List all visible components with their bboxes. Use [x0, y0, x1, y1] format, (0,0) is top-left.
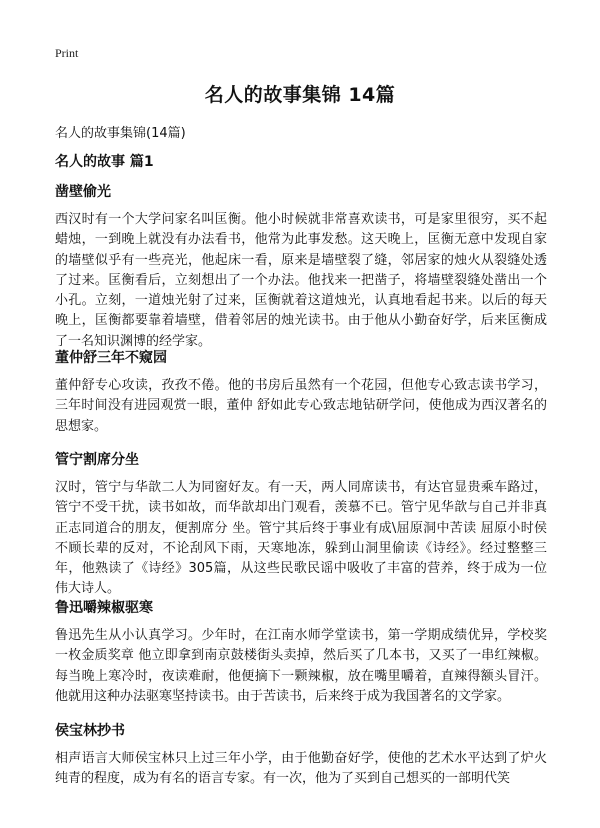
section-heading: 凿壁偷光 — [55, 184, 111, 200]
section-heading: 鲁迅嚼辣椒驱寒 — [55, 600, 153, 616]
document-title: 名人的故事集锦 14篇 — [204, 84, 396, 106]
section-paragraph: 董仲舒专心攻读，孜孜不倦。他的书房后虽然有一个花园，但他专心致志读书学习，三年时间没有进园观赏一眼，董仲 舒如此专心致志地钻研学问，使他成为西汉著名的思想家。 — [55, 378, 547, 434]
document-subtitle: 名人的故事集锦(14篇) — [55, 126, 186, 141]
section-heading: 侯宝林抄书 — [55, 723, 125, 739]
section-heading: 董仲舒三年不窥园 — [55, 350, 167, 366]
section-paragraph: 汉时，管宁与华歆二人为同窗好友。有一天，两人同席读书，有达官显贵乘车路过，管宁不受干扰，读书如故，而华歆却出门观看，羡慕不已。管宁见华歆与自己并非真正志同道合的朋友，便割席分 坐。管宁其后终于事业有成\屈原洞中苦读 屈原小时侯不顾长辈的反对，不论刮风下雨，天寒地冻，躲到山洞里偷读《诗经》。经过整整三年，他熟读了《诗经》305篇，从这些民歌民谣中吸收了丰富的营养，终于成为一位伟大诗人。 — [55, 480, 547, 597]
section-paragraph: 相声语言大师侯宝林只上过三年小学，由于他勤奋好学，使他的艺术水平达到了炉火纯青的程度，成为有名的语言专家。有一次，他为了买到自己想买的一部明代笑 — [55, 751, 547, 787]
print-label: Print — [55, 46, 79, 60]
section-paragraph: 鲁迅先生从小认真学习。少年时，在江南水师学堂读书，第一学期成绩优异，学校奖一枚金质奖章 他立即拿到南京鼓楼街头卖掉，然后买了几本书，又买了一串红辣椒。每当晚上寒冷时，夜读难耐，他便摘下一颗辣椒，放在嘴里嚼着，直辣得额头冒汗。他就用这种办法驱寒坚持读书。由于苦读书，后来终于成为我国著名的文学家。 — [55, 628, 547, 704]
section-heading: 管宁割席分坐 — [55, 452, 139, 468]
section-paragraph: 西汉时有一个大学问家名叫匡衡。他小时候就非常喜欢读书，可是家里很穷，买不起蜡烛，一到晚上就没有办法看书，他常为此事发愁。这天晚上，匡衡无意中发现自家的墙壁似乎有一些亮光，他起床一看，原来是墙壁裂了缝，邻居家的烛火从裂缝处透了过来。匡衡看后，立刻想出了一个办法。他找来一把凿子，将墙壁裂缝处凿出一个小孔。立刻，一道烛光射了过来，匡衡就着这道烛光，认真地看起书来。以后的每天晚上，匡衡都要靠着墙壁，借着邻居的烛光读书。由于他从小勤奋好学，后来匡衡成了一名知识渊博的经学家。 — [55, 212, 547, 349]
chapter-title: 名人的故事 篇1 — [55, 154, 154, 170]
